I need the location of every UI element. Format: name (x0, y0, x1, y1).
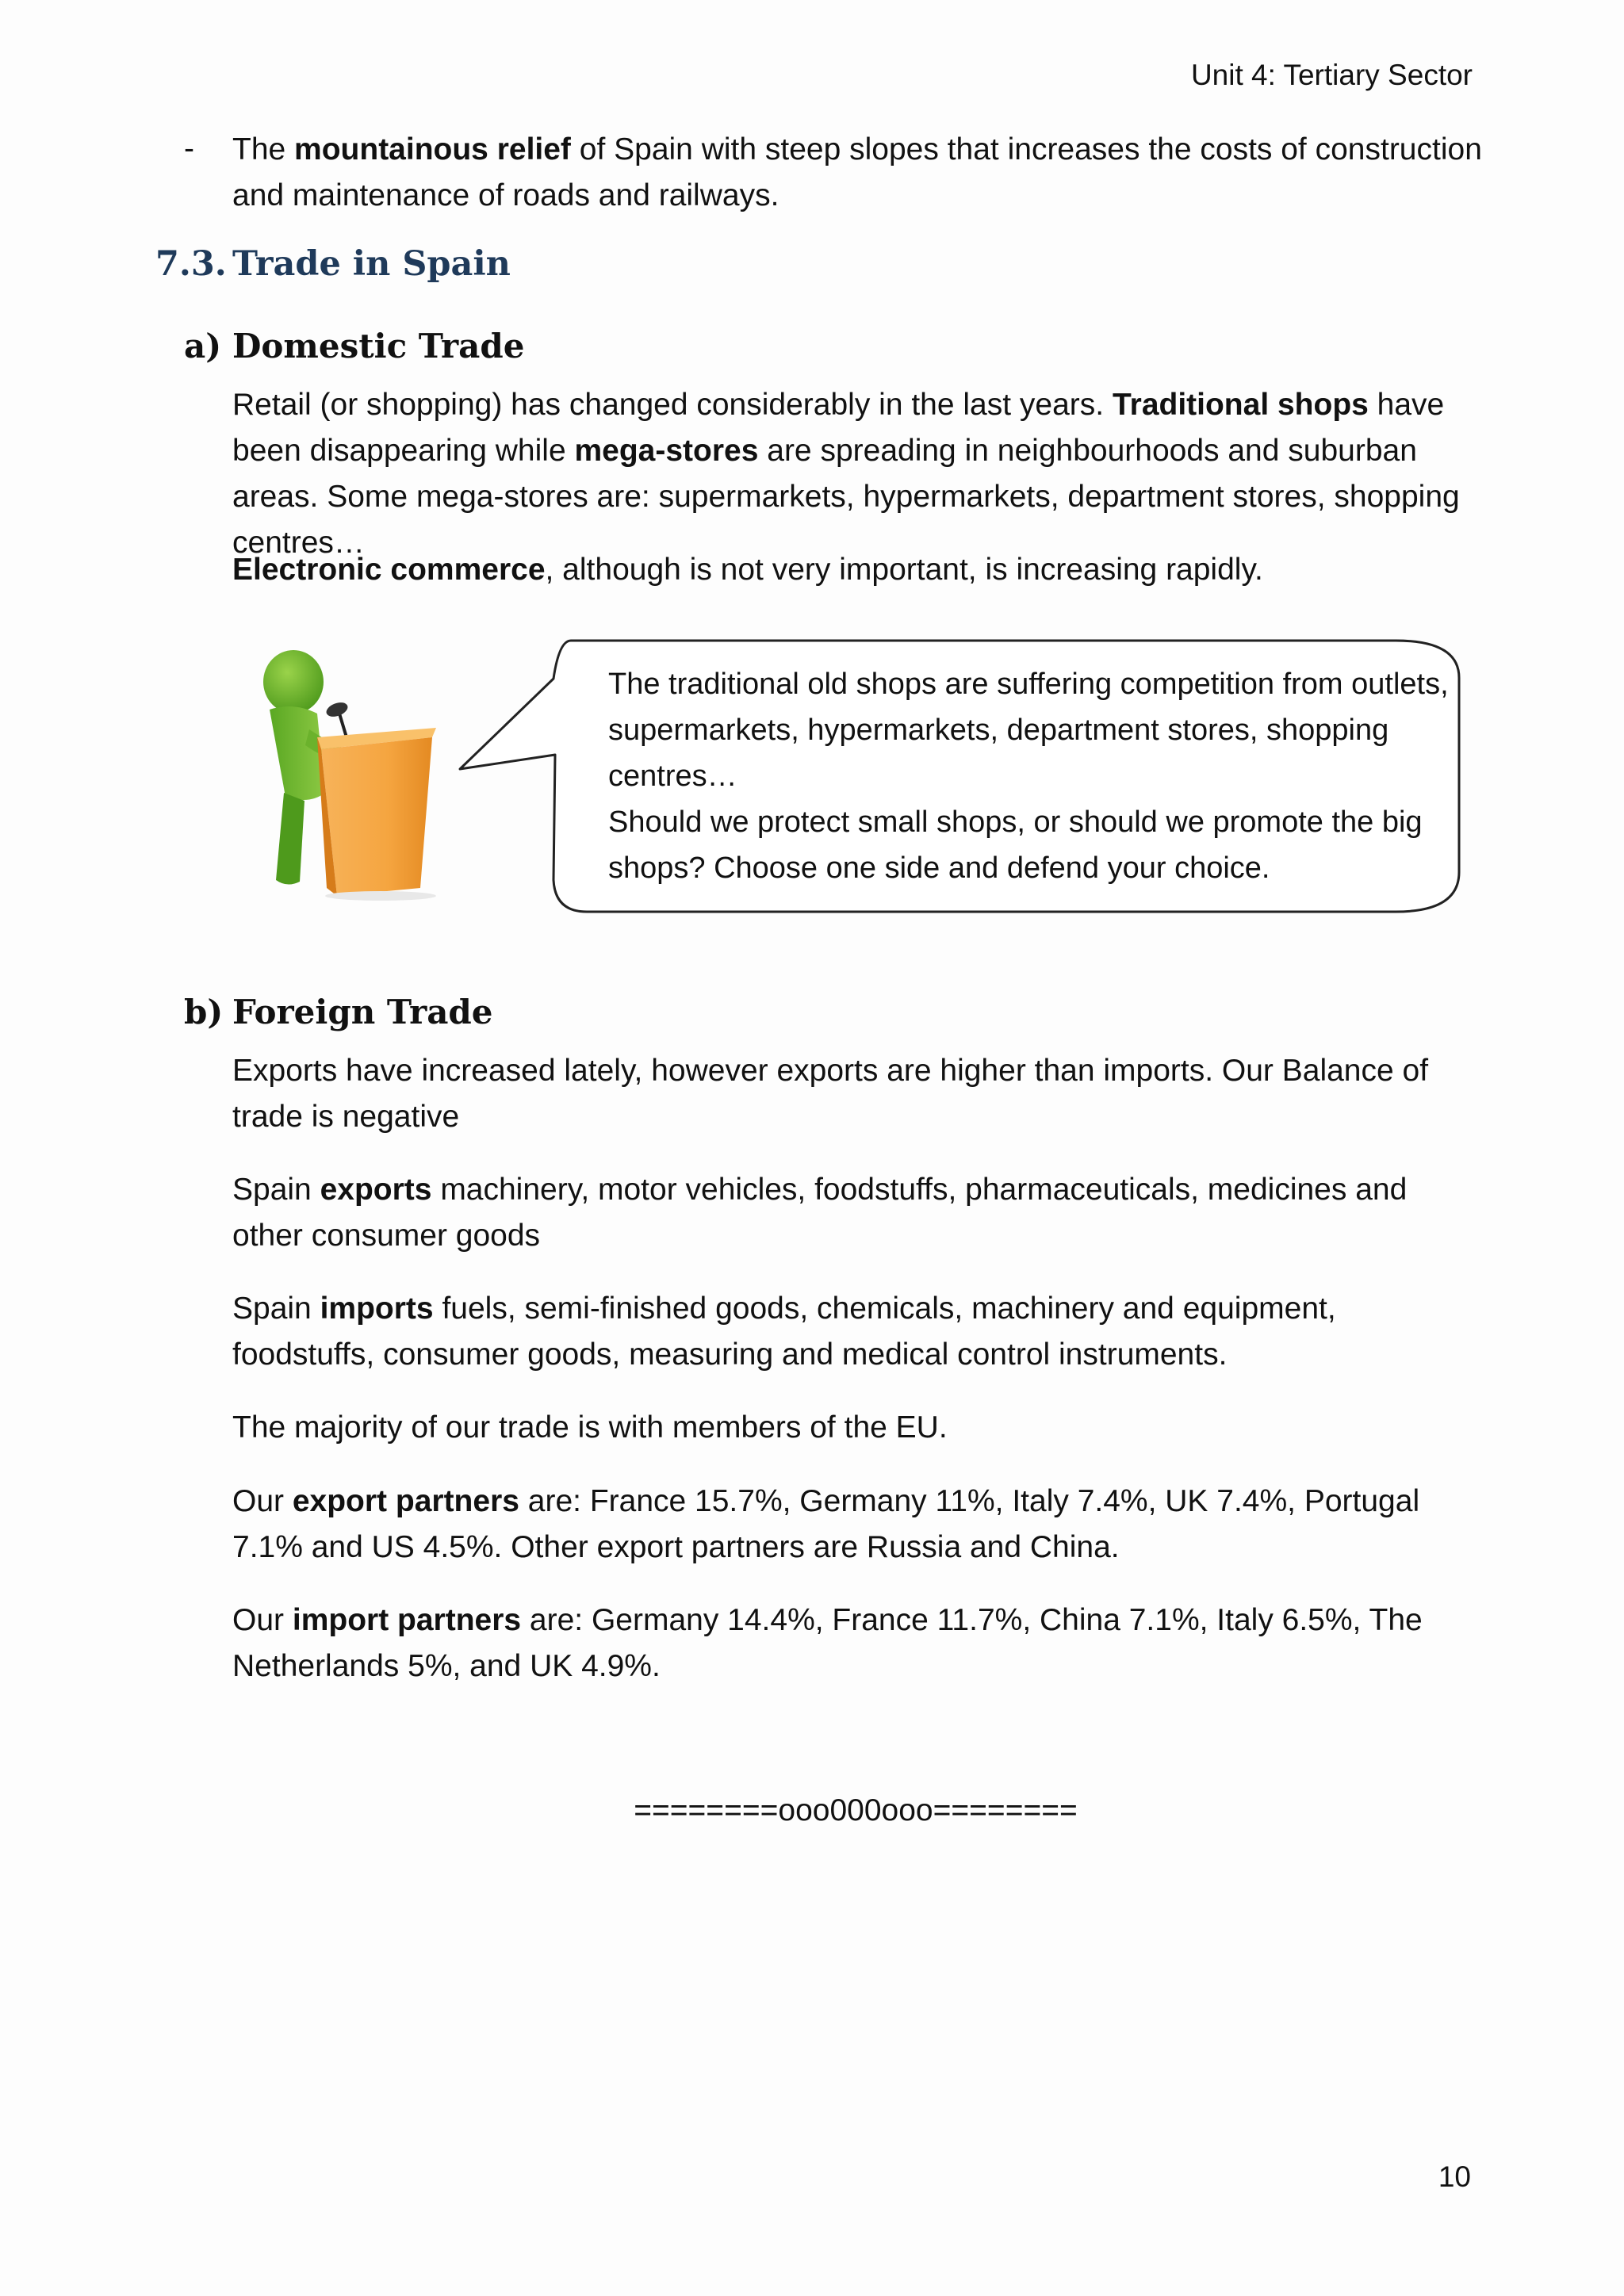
subsection-heading-foreign: b) Foreign Trade (184, 993, 493, 1031)
bold-term: Electronic commerce (232, 553, 546, 587)
domestic-paragraph-1: Retail (or shopping) has changed considerably in the last years. Traditional shops have been disappearing while mega-stores are spreading in neighbourhoods and suburban areas. Some mega-stores are: supermarkets, hypermarkets, department stores, shopping centres… (232, 388, 1460, 560)
speaker-at-lectern-illustration (238, 634, 460, 904)
domestic-paragraph-2: Electronic commerce, although is not very important, is increasing rapidly. (232, 553, 1263, 587)
running-header: Unit 4: Tertiary Sector (1190, 59, 1473, 91)
bold-term: mega-stores (574, 434, 759, 468)
bold-term: mountainous relief (294, 132, 571, 166)
foreign-paragraph-export-partners: Our export partners are: France 15.7%, Germany 11%, Italy 7.4%, UK 7.4%, Portugal 7.1% and US 4.5%. Other export partners are Russia and China. (232, 1484, 1420, 1564)
speech-line-2: Should we protect small shops, or should we promote the big shops? Choose one side and defend your choice. (608, 806, 1423, 885)
bold-term: export partners (292, 1484, 519, 1518)
bold-term: Traditional shops (1112, 388, 1369, 422)
speech-bubble-text (608, 661, 1449, 891)
foreign-paragraph-exports: Spain exports machinery, motor vehicles, foodstuffs, pharmaceuticals, medicines and other consumer goods (232, 1173, 1408, 1253)
section-divider: ========ooo000ooo======== (634, 1793, 1078, 1827)
foreign-paragraph-import-partners: Our import partners are: Germany 14.4%, France 11.7%, China 7.1%, Italy 6.5%, The Netherlands 5%, and UK 4.9%. (232, 1603, 1423, 1683)
foreign-paragraph-imports: Spain imports fuels, semi-finished goods, chemicals, machinery and equipment, foodstuffs, consumer goods, measuring and medical control instruments. (232, 1292, 1336, 1372)
foreign-paragraph-eu: The majority of our trade is with members of the EU. (232, 1410, 948, 1445)
bold-term: imports (320, 1292, 434, 1326)
subsection-heading-domestic: a) Domestic Trade (184, 327, 525, 365)
bullet-dash: - (184, 132, 194, 166)
bold-term: exports (320, 1173, 432, 1207)
intro-bullet-text: The mountainous relief of Spain with steep slopes that increases the costs of construction and maintenance of roads and railways. (232, 132, 1482, 212)
speech-line-1: The traditional old shops are suffering competition from outlets, supermarkets, hypermarkets, department stores, shopping centres… (608, 668, 1449, 793)
page-number: 10 (1438, 2160, 1471, 2193)
bold-term: import partners (292, 1603, 522, 1637)
section-number: 7.3. (155, 244, 227, 284)
section-heading (155, 244, 511, 284)
foreign-paragraph-1: Exports have increased lately, however exports are higher than imports. Our Balance of trade is negative (232, 1054, 1429, 1134)
section-title: Trade in Spain (232, 244, 511, 284)
